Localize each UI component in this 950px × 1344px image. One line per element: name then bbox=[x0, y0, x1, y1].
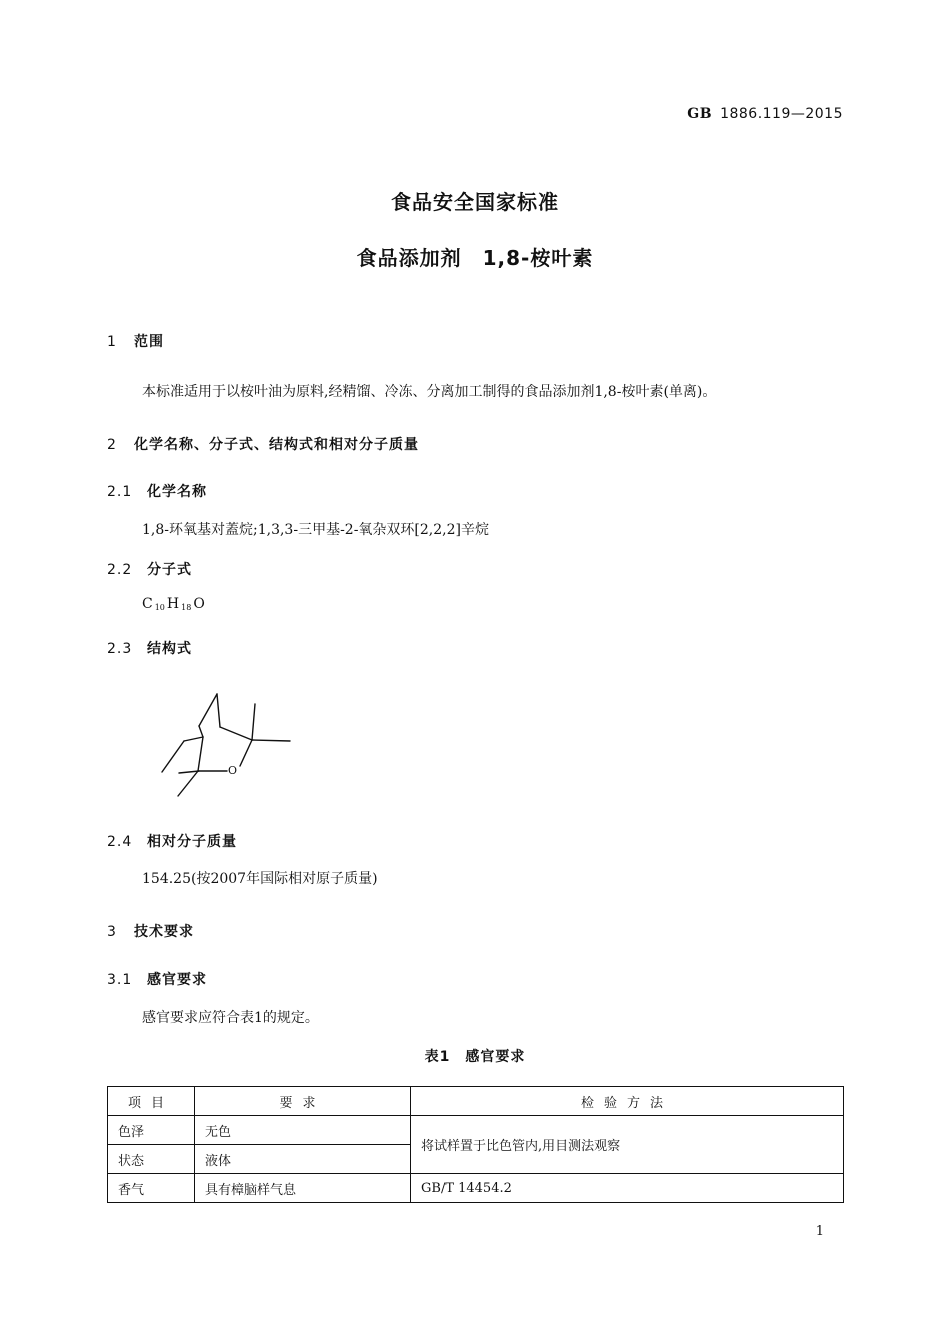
section-1-title: 范围 bbox=[134, 334, 164, 350]
chemical-name: 1,8-环氧基对蓋烷;1,3,3-三甲基-2-氧杂双环[2,2,2]辛烷 bbox=[142, 522, 489, 538]
section-3-title: 技术要求 bbox=[134, 924, 194, 940]
table-1-caption: 表1 感官要求 bbox=[424, 1049, 526, 1065]
oxygen-atom-label: O bbox=[228, 764, 238, 777]
section-3-1-body: 感官要求应符合表1的规定。 bbox=[142, 1010, 319, 1026]
section-2-heading: 2 化学名称、分子式、结构式和相对分子质量 bbox=[107, 437, 419, 453]
section-2-4-heading: 2.4 相对分子质量 bbox=[107, 834, 237, 850]
row-requirement: 液体 bbox=[195, 1145, 411, 1174]
header-method: 检验方法 bbox=[411, 1087, 844, 1116]
structural-formula bbox=[160, 690, 300, 802]
standard-number bbox=[687, 106, 843, 122]
section-2-3-heading: 2.3 结构式 bbox=[107, 641, 192, 657]
document-subtitle: 食品添加剂 1,8-桉叶素 bbox=[356, 246, 594, 270]
standard-prefix: GB bbox=[687, 106, 713, 122]
section-2-4-title: 相对分子质量 bbox=[147, 834, 237, 850]
page-number: 1 bbox=[815, 1224, 824, 1239]
section-2-2-heading: 2.2 分子式 bbox=[107, 562, 192, 578]
section-3-heading: 3 技术要求 bbox=[107, 924, 194, 940]
table-row bbox=[108, 1174, 844, 1203]
table-row bbox=[108, 1116, 844, 1145]
section-1-body: 本标准适用于以桉叶油为原料,经精馏、冷冻、分离加工制得的食品添加剂1,8-桉叶素(单离)。 bbox=[142, 384, 717, 400]
section-2-2-title: 分子式 bbox=[147, 562, 192, 578]
row-method: GB/T 14454.2 bbox=[411, 1174, 844, 1203]
sensory-requirements-table bbox=[107, 1086, 844, 1203]
section-1-heading: 1 范围 bbox=[107, 334, 164, 350]
section-2-1-title: 化学名称 bbox=[147, 484, 207, 500]
header-requirement: 要求 bbox=[195, 1087, 411, 1116]
section-2-3-title: 结构式 bbox=[147, 641, 192, 657]
row-item: 色泽 bbox=[108, 1116, 195, 1145]
row-item: 状态 bbox=[108, 1145, 195, 1174]
section-2-1-heading: 2.1 化学名称 bbox=[107, 484, 207, 500]
row-requirement: 具有樟脑样气息 bbox=[195, 1174, 411, 1203]
row-requirement: 无色 bbox=[195, 1116, 411, 1145]
table-header-row bbox=[108, 1087, 844, 1116]
molecular-formula: C $_{10}$ H $_{18}$ O bbox=[142, 596, 205, 612]
section-3-1-heading: 3.1 感官要求 bbox=[107, 972, 207, 988]
header-item: 项目 bbox=[108, 1087, 195, 1116]
standard-code: 1886.119—2015 bbox=[720, 106, 843, 122]
section-3-1-title: 感官要求 bbox=[147, 972, 207, 988]
document-title: 食品安全国家标准 bbox=[391, 190, 559, 214]
molecular-mass: 154.25(按2007年国际相对原子质量) bbox=[142, 871, 378, 887]
row-method-merged: 将试样置于比色管内,用目测法观察 bbox=[411, 1116, 844, 1174]
section-2-title: 化学名称、分子式、结构式和相对分子质量 bbox=[134, 437, 419, 453]
row-item: 香气 bbox=[108, 1174, 195, 1203]
